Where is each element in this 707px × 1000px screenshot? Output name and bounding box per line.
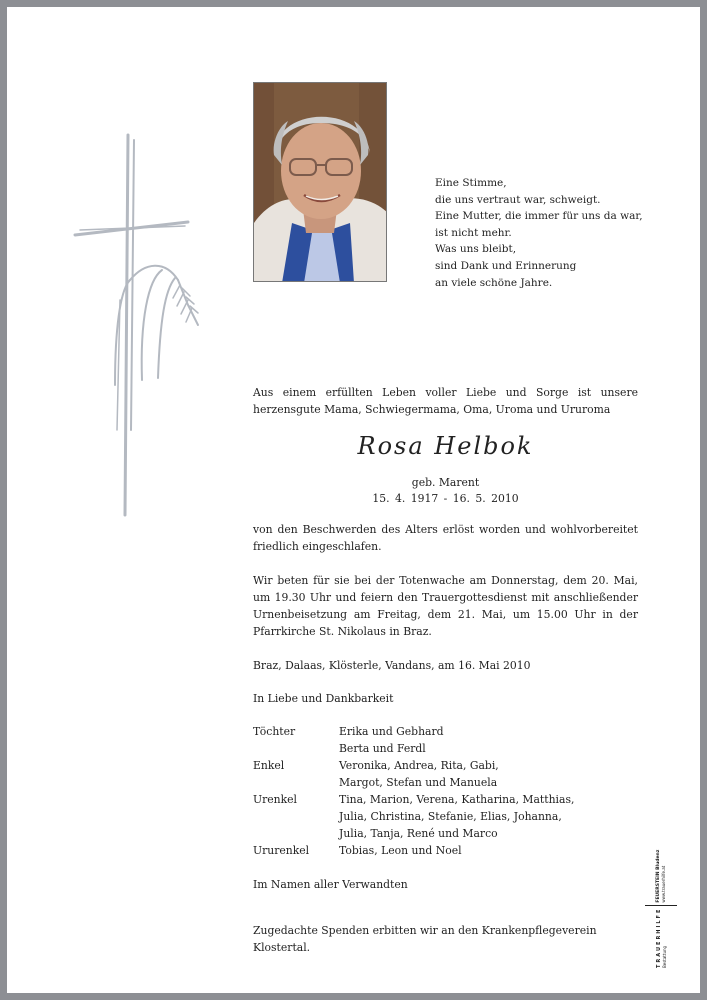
family-names: Erika und Gebhard xyxy=(339,725,444,738)
poem-line: sind Dank und Erinnerung xyxy=(435,259,577,272)
poem-line: Eine Stimme, xyxy=(435,177,507,189)
poem-line: an viele schöne Jahre. xyxy=(435,276,553,289)
deceased-name: Rosa Helbok xyxy=(357,432,534,460)
family-role: Urenkel xyxy=(253,793,297,806)
logo-brand: TRAUERHILFE xyxy=(655,907,662,968)
family-names: Veronika, Andrea, Rita, Gabi, xyxy=(339,759,499,772)
family-names: Margot, Stefan und Manuela xyxy=(339,776,498,789)
family-group xyxy=(253,757,574,791)
poem-line: Eine Mutter, die immer für uns da war, xyxy=(435,210,643,223)
family-role: Töchter xyxy=(253,725,296,738)
portrait-photo xyxy=(253,82,387,282)
family-names: Julia, Christina, Stefanie, Elias, Johanna, xyxy=(339,810,562,823)
logo-company: FEUERSTEIN Bludenz xyxy=(656,849,661,903)
poem-line: die uns vertraut war, schweigt. xyxy=(435,193,601,206)
family-group xyxy=(253,791,574,842)
donations-text: Zugedachte Spenden erbitten wir an den Krankenpflegeverein Klostertal. xyxy=(253,924,597,954)
birth-name: geb. Marent xyxy=(411,476,480,489)
family-names: Julia, Tanja, René und Marco xyxy=(339,827,498,840)
family-role: Enkel xyxy=(253,759,285,772)
family-role: Ururenkel xyxy=(253,844,310,857)
family-group xyxy=(253,842,574,859)
cross-with-wheat-icon xyxy=(70,130,205,520)
relieved-text: von den Beschwerden des Alters erlöst worden und wohlvorbereitet friedlich eingeschlafen. xyxy=(253,523,638,553)
family-names: Berta und Ferdl xyxy=(339,742,426,755)
prayer-text: Wir beten für sie bei der Totenwache am Donnerstag, dem 20. Mai, um 19.30 Uhr und feiern den Trauergottesdienst mit anschließender Urnenbeisetzung am Freitag, dem 21. Mai, um 15.00 Uhr in der Pfarrkirche St. Nikolaus in Braz. xyxy=(253,574,638,638)
family-names: Tobias, Leon und Noel xyxy=(339,844,462,857)
logo-sub: Bestattung xyxy=(661,945,667,968)
poem xyxy=(435,175,643,291)
family-list xyxy=(253,723,574,859)
poem-line: ist nicht mehr. xyxy=(435,226,512,239)
family-names: Tina, Marion, Verena, Katharina, Matthias, xyxy=(339,793,575,806)
logo-url: www.trauerhilfe.at xyxy=(661,865,666,903)
funeral-home-logo xyxy=(645,849,677,968)
intro-text: Aus einem erfüllten Leben voller Liebe und Sorge ist unsere herzensgute Mama, Schwiegermama, Oma, Uroma und Ururoma xyxy=(253,386,638,416)
love-gratitude: In Liebe und Dankbarkeit xyxy=(253,692,394,705)
life-dates: 15. 4. 1917 - 16. 5. 2010 xyxy=(372,492,519,505)
place-date: Braz, Dalaas, Klösterle, Vandans, am 16. Mai 2010 xyxy=(253,659,531,672)
poem-line: Was uns bleibt, xyxy=(435,243,517,256)
family-group xyxy=(253,723,574,757)
relatives-text: Im Namen aller Verwandten xyxy=(253,878,408,891)
